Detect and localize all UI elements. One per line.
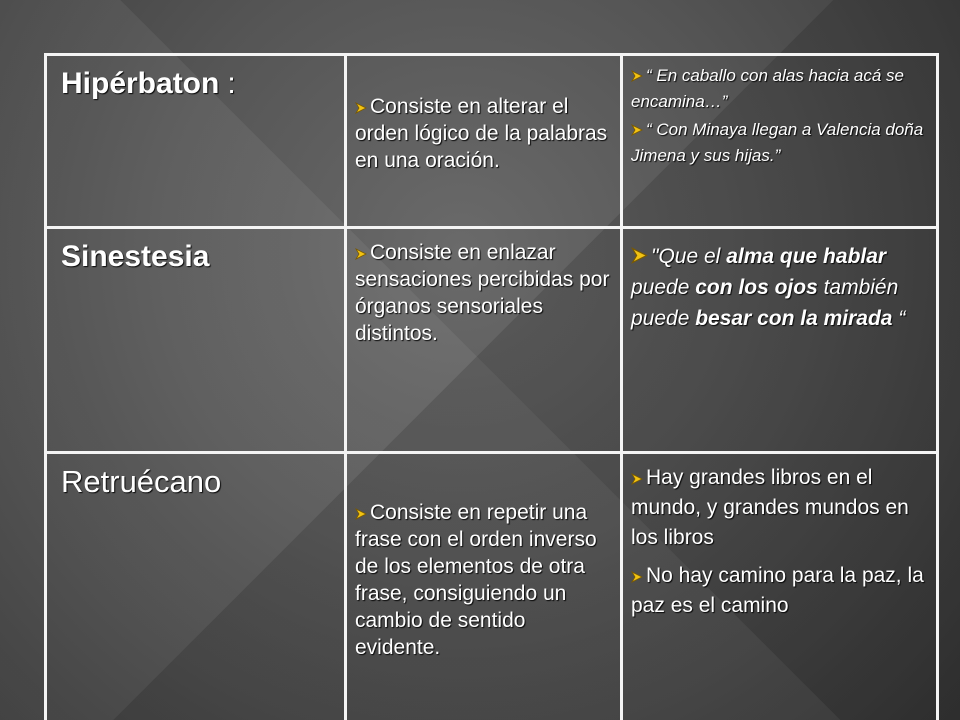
figures-table	[44, 53, 939, 720]
arrow-bullet-icon	[355, 508, 367, 520]
definition-cell-retruecano	[346, 453, 622, 720]
definition-cell-hiperbaton	[346, 55, 622, 228]
example-text: No hay camino para la paz, la paz es el camino	[631, 564, 924, 617]
example-fragment: puede	[631, 276, 696, 299]
list-item	[631, 463, 932, 553]
arrow-bullet-icon	[355, 102, 367, 114]
definition-sinestesia	[347, 229, 620, 347]
list-item	[631, 561, 932, 621]
example-fragment: Que el	[658, 245, 727, 268]
term-suffix: :	[227, 67, 236, 100]
arrow-bullet-icon	[631, 70, 643, 82]
definition-text: Consiste en repetir una frase con el orden inverso de los elementos de otra frase, consiguiendo un cambio de sentido evidente.	[355, 501, 597, 659]
list-item	[631, 63, 932, 115]
arrow-bullet-icon	[631, 247, 648, 264]
example-cell-hiperbaton	[622, 55, 938, 228]
definition-cell-sinestesia	[346, 228, 622, 453]
example-text: “ Con Minaya llegan a Valencia doña Jimena y sus hijas.”	[631, 120, 924, 165]
definition-hiperbaton	[347, 56, 620, 174]
term-hiperbaton	[47, 56, 344, 102]
example-bold-fragment: alma que hablar	[726, 245, 887, 268]
example-bold-fragment: besar con la mirada	[695, 307, 893, 330]
example-cell-retruecano	[622, 453, 938, 720]
definition-text: Consiste en alterar el orden lógico de la palabras en una oración.	[355, 95, 608, 172]
example-fragment: también puede	[631, 276, 899, 330]
arrow-bullet-icon	[631, 571, 643, 583]
example-close-quote: “	[892, 307, 906, 330]
definition-retruecano	[347, 454, 620, 661]
term-retruecano: Retruécano	[61, 464, 222, 499]
example-bold-fragment: con los ojos	[695, 276, 818, 299]
term-cell-hiperbaton	[46, 55, 346, 228]
example-cell-sinestesia	[622, 228, 938, 453]
examples-hiperbaton	[623, 56, 936, 169]
list-item	[631, 117, 932, 169]
table-row-retruecano	[46, 453, 938, 720]
term-cell-sinestesia	[46, 228, 346, 453]
arrow-bullet-icon	[355, 248, 367, 260]
definition-text: Consiste en enlazar sensaciones percibidas por órganos sensoriales distintos.	[355, 241, 610, 345]
term-cell-retruecano	[46, 453, 346, 720]
example-sinestesia	[623, 229, 936, 334]
table-row-hiperbaton	[46, 55, 938, 228]
term-sinestesia: Sinestesia	[61, 240, 210, 273]
term-label-hiperbaton: Hipérbaton	[61, 67, 220, 100]
arrow-bullet-icon	[631, 473, 643, 485]
table-row-sinestesia	[46, 228, 938, 453]
example-open-quote: "	[651, 245, 659, 268]
examples-retruecano	[623, 454, 936, 621]
example-text: “ En caballo con alas hacia acá se encamina…”	[631, 66, 904, 111]
arrow-bullet-icon	[631, 124, 643, 136]
example-text: Hay grandes libros en el mundo, y grandes mundos en los libros	[631, 466, 909, 549]
